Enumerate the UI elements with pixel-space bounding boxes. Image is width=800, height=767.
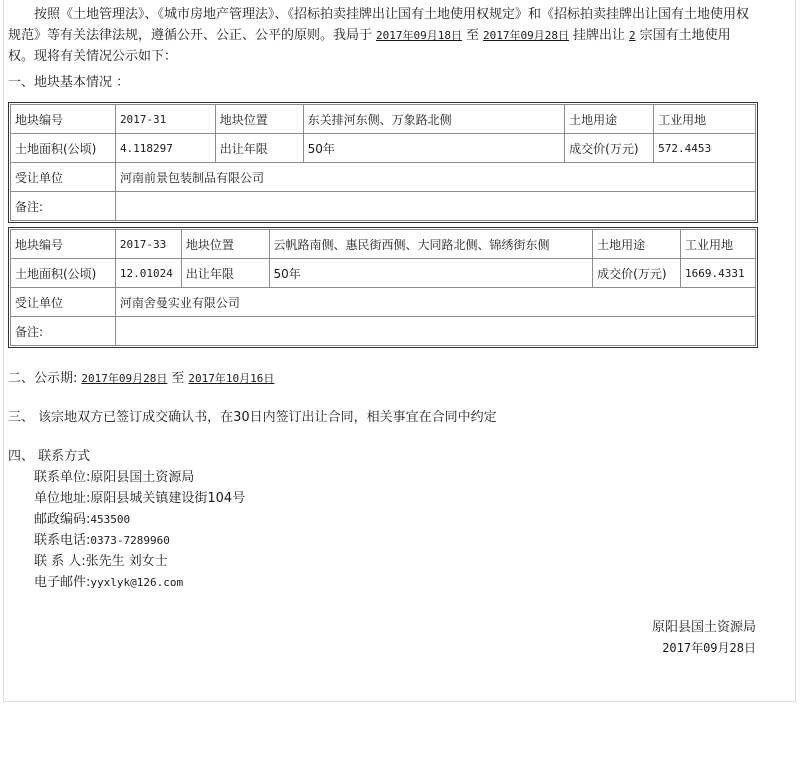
- intro-text-mid: 挂牌出让: [573, 28, 626, 43]
- contact-label: 联系电话:: [34, 533, 91, 548]
- contact-value: 张先生 刘女士: [85, 554, 168, 569]
- contact-value: 原阳县城关镇建设街104号: [90, 491, 246, 506]
- parcel-area: 4.118297: [115, 134, 215, 163]
- intro-text-after: 宗国有土地使用权。现将有关情况公示如下：: [8, 28, 731, 64]
- contact-unit: [8, 467, 756, 488]
- contact-value: 0373-7289960: [90, 534, 170, 547]
- contact-postcode: [8, 509, 756, 530]
- parcel-table: [10, 229, 756, 346]
- intro-paragraph: [8, 4, 756, 67]
- publicity-to: 至: [171, 371, 185, 386]
- table-row: [11, 105, 756, 134]
- parcel-winner: 河南舍曼实业有限公司: [115, 288, 755, 317]
- parcel-location: 东关排河东侧、万象路北侧: [303, 105, 565, 134]
- section3-text: 三、 该宗地双方已签订成交确认书，在30日内签订出让合同，相关事宜在合同中约定: [8, 410, 497, 425]
- contact-email: [8, 572, 756, 593]
- contact-address: [8, 488, 756, 509]
- parcel-location: 云帆路南侧、惠民街西侧、大同路北侧、锦绣街东侧: [269, 230, 593, 259]
- parcel-term: 50年: [269, 259, 593, 288]
- section1-title: 一、地块基本情况 ：: [8, 75, 130, 90]
- parcel-note: [115, 192, 755, 221]
- intro-to: 至: [466, 28, 480, 43]
- publicity-end: 2017年10月16日: [188, 372, 275, 385]
- listing-end-date: 2017年09月28日: [483, 29, 569, 42]
- table-row: [11, 317, 756, 346]
- table-row: [11, 192, 756, 221]
- parcel-winner: 河南前景包装制品有限公司: [115, 163, 755, 192]
- contact-value: 453500: [90, 513, 131, 526]
- contact-label: 联 系 人:: [34, 554, 86, 569]
- label-parcel-id: 地块编号: [11, 105, 116, 134]
- signature-block: [652, 617, 756, 659]
- listing-start-date: 2017年09月18日: [376, 29, 462, 42]
- label-winner: 受让单位: [11, 163, 116, 192]
- contact-label: 联系单位:: [34, 470, 91, 485]
- publicity-period: [8, 368, 756, 389]
- parcel-land-use: 工业用地: [681, 230, 756, 259]
- parcel-table-1: [8, 102, 758, 223]
- parcel-area: 12.01024: [115, 259, 181, 288]
- publicity-prefix: 二、公示期:: [8, 371, 78, 386]
- section4-title: 四、 联系方式: [8, 449, 91, 464]
- label-price: 成交价(万元): [593, 259, 681, 288]
- label-term: 出让年限: [181, 259, 269, 288]
- parcel-table: [10, 104, 756, 221]
- table-row: [11, 288, 756, 317]
- label-price: 成交价(万元): [565, 134, 654, 163]
- parcel-term: 50年: [303, 134, 565, 163]
- label-area: 土地面积(公顷): [11, 134, 116, 163]
- label-land-use: 土地用途: [593, 230, 681, 259]
- signature-date: 2017年09月28日: [662, 641, 756, 655]
- table-row: [11, 230, 756, 259]
- parcel-price: 1669.4331: [681, 259, 756, 288]
- parcel-id: 2017-33: [115, 230, 181, 259]
- contact-list: [8, 467, 756, 593]
- parcel-count: 2: [629, 29, 636, 42]
- contact-person: [8, 551, 756, 572]
- notice-content: [8, 4, 756, 593]
- parcel-table-2: [8, 227, 758, 348]
- contact-value: yyxlyk@126.com: [90, 576, 184, 589]
- label-land-use: 土地用途: [565, 105, 654, 134]
- signature-org: 原阳县国土资源局: [651, 620, 756, 635]
- parcel-price: 572.4453: [654, 134, 756, 163]
- label-winner: 受让单位: [11, 288, 116, 317]
- label-location: 地块位置: [181, 230, 269, 259]
- table-row: [11, 259, 756, 288]
- table-row: [11, 134, 756, 163]
- intro-text-before: 按照《土地管理法》、《城市房地产管理法》、《招标拍卖挂牌出让国有土地使用权规定》和《招标拍卖挂牌出让国有土地使用权规范》等有关法律法规，遵循公开、公正、公平的原则。我局于: [8, 7, 750, 43]
- contact-value: 原阳县国土资源局: [90, 470, 195, 485]
- label-term: 出让年限: [215, 134, 303, 163]
- label-location: 地块位置: [215, 105, 303, 134]
- label-note: 备注:: [11, 192, 116, 221]
- contact-label: 邮政编码:: [34, 512, 91, 527]
- label-note: 备注:: [11, 317, 116, 346]
- contact-phone: [8, 530, 756, 551]
- contact-label: 单位地址:: [34, 491, 91, 506]
- parcel-land-use: 工业用地: [654, 105, 756, 134]
- table-row: [11, 163, 756, 192]
- publicity-start: 2017年09月28日: [81, 372, 168, 385]
- contact-label: 电子邮件:: [34, 575, 91, 590]
- label-parcel-id: 地块编号: [11, 230, 116, 259]
- parcel-note: [115, 317, 755, 346]
- label-area: 土地面积(公顷): [11, 259, 116, 288]
- parcel-id: 2017-31: [115, 105, 215, 134]
